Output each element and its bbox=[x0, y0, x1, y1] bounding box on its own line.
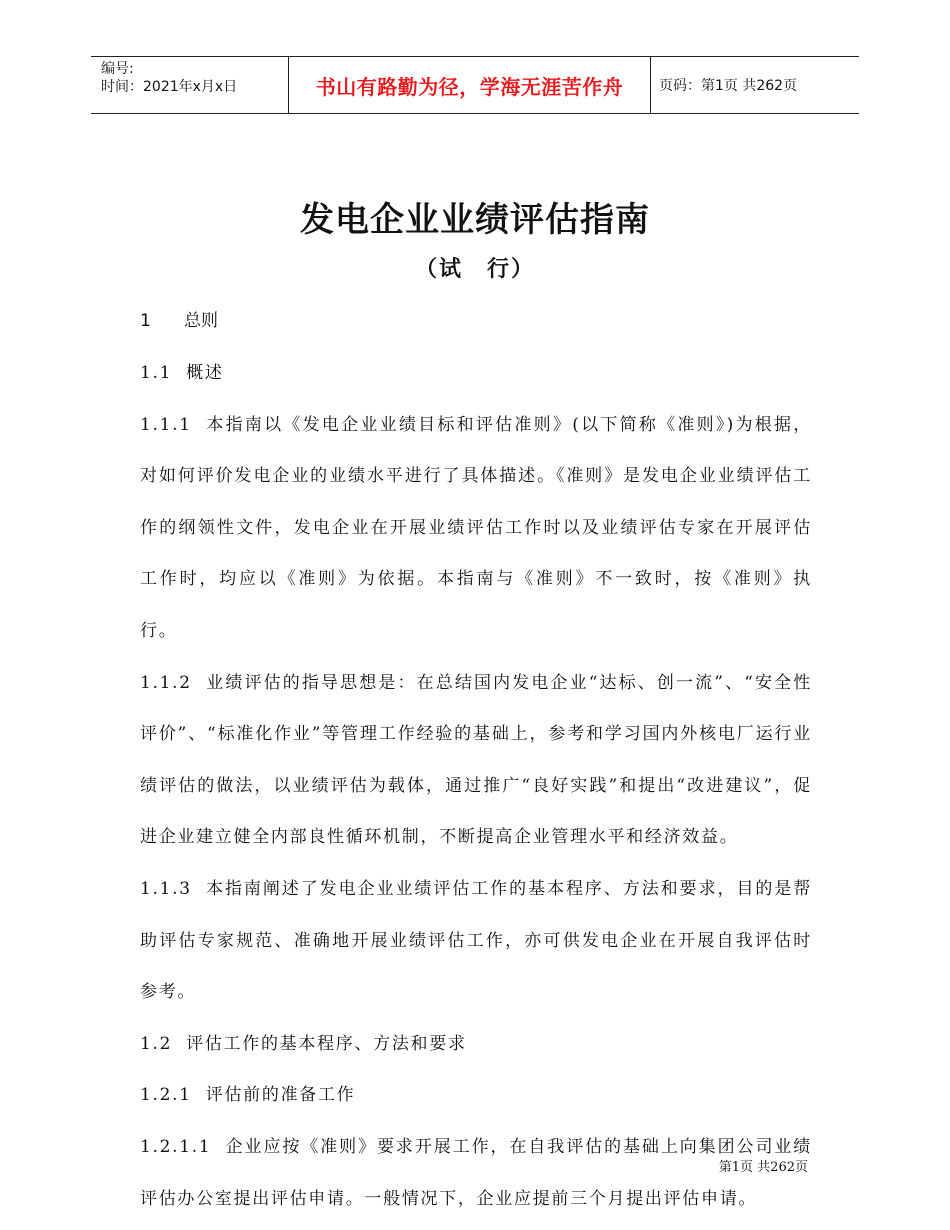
paragraph bbox=[140, 1019, 812, 1071]
document-body bbox=[140, 348, 812, 1225]
paragraph bbox=[140, 348, 812, 400]
paragraph-text: 业绩评估的指导思想是：在总结国内发电企业“达标、创一流”、“安全性评价”、“标准化作业”等管理工作经验的基础上，参考和学习国内外核电厂运行业绩评估的做法，以业绩评估为载体，通过推广“良好实践”和提出“改进建议”，促进企业建立健全内部良性循环机制，不断提高企业管理水平和经济效益。 bbox=[140, 672, 812, 848]
paragraph bbox=[140, 864, 812, 1019]
paragraph bbox=[140, 1070, 812, 1122]
header-meta bbox=[91, 57, 288, 113]
paragraph-text: 企业应按《准则》要求开展工作，在自我评估的基础上向集团公司业绩评估办公室提出评估申请。一般情况下，企业应提前三个月提出评估申请。 bbox=[140, 1136, 812, 1209]
document-number-label: 编号: bbox=[101, 61, 134, 77]
section-number: 1 bbox=[140, 311, 151, 331]
page-footer: 第1页 共262页 bbox=[718, 1160, 808, 1175]
paragraph-number: 1.1.3 bbox=[140, 878, 192, 899]
paragraph bbox=[140, 1122, 812, 1225]
paragraph-number: 1.2.1.1 bbox=[140, 1136, 212, 1157]
paragraph-text: 评估工作的基本程序、方法和要求 bbox=[186, 1033, 467, 1054]
paragraph-number: 1.2.1 bbox=[140, 1085, 192, 1106]
paragraph-text: 评估前的准备工作 bbox=[205, 1085, 356, 1106]
page-header bbox=[91, 56, 859, 114]
document-time-label: 时间：2021年x月x日 bbox=[101, 79, 238, 95]
document-subtitle: （试 行） bbox=[414, 257, 535, 282]
paragraph-number: 1.1.2 bbox=[140, 672, 192, 693]
paragraph-text: 概述 bbox=[186, 363, 224, 383]
paragraph bbox=[140, 400, 812, 658]
document-title: 发电企业业绩评估指南 bbox=[300, 200, 650, 240]
paragraph-text: 本指南阐述了发电企业业绩评估工作的基本程序、方法和要求，目的是帮助评估专家规范、准确地开展业绩评估工作，亦可供发电企业在开展自我评估时参考。 bbox=[140, 878, 812, 1003]
paragraph-text: 本指南以《发电企业业绩目标和评估准则》(以下简称《准则》)为根据，对如何评价发电企业的业绩水平进行了具体描述。《准则》是发电企业业绩评估工作的纲领性文件，发电企业在开展业绩评估工作时以及业绩评估专家在开展评估工作时，均应以《准则》为依据。本指南与《准则》不一致时，按《准则》执行。 bbox=[140, 414, 812, 641]
paragraph bbox=[140, 658, 812, 864]
header-motto: 书山有路勤为径，学海无涯苦作舟 bbox=[288, 57, 651, 113]
paragraph-number: 1.2 bbox=[140, 1033, 173, 1054]
section-heading bbox=[140, 306, 218, 331]
section-label: 总则 bbox=[184, 311, 218, 331]
paragraph-number: 1.1.1 bbox=[140, 414, 192, 435]
header-page-info: 页码：第1页 共262页 bbox=[659, 78, 798, 94]
paragraph-number: 1.1 bbox=[140, 363, 173, 383]
